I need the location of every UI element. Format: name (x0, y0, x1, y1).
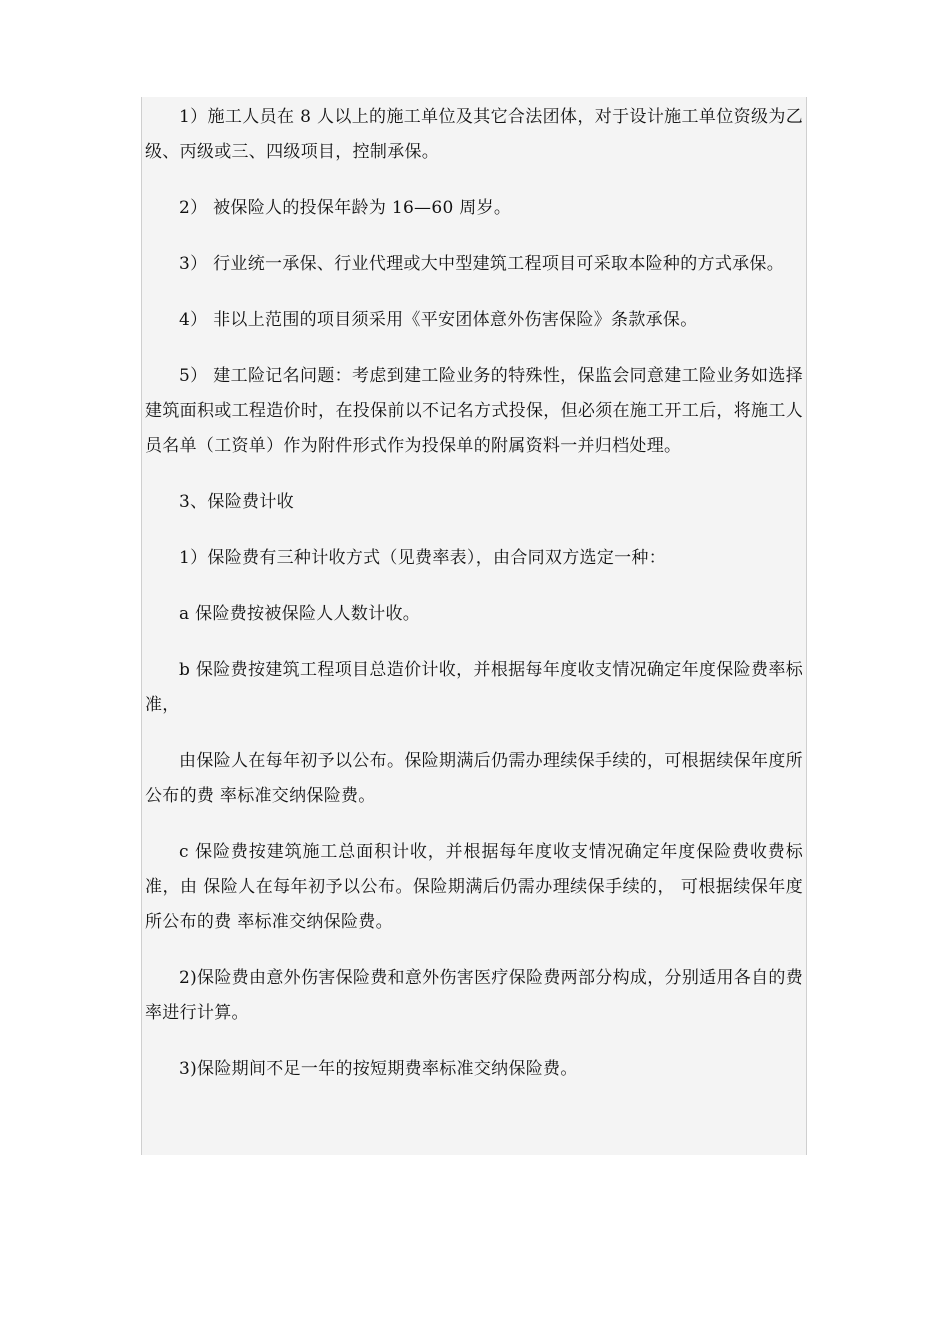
paragraph-method-b-cont: 由保险人在每年初予以公布。保险期满后仍需办理续保手续的，可根据续保年度所公布的费 率标准交纳保险费。 (145, 751, 803, 806)
document-content (141, 97, 807, 1155)
paragraph-premium-composition: 2)保险费由意外伤害保险费和意外伤害医疗保险费两部分构成，分别适用各自的费率进行计算。 (145, 968, 803, 1023)
paragraph-industry: 3） 行业统一承保、行业代理或大中型建筑工程项目可采取本险种的方式承保。 (179, 254, 785, 274)
paragraph-premium-methods: 1）保险费有三种计收方式（见费率表），由合同双方选定一种： (179, 548, 667, 568)
paragraph-other-projects: 4） 非以上范围的项目须采用《平安团体意外伤害保险》条款承保。 (179, 310, 698, 330)
paragraph-registration: 5） 建工险记名问题：考虑到建工险业务的特殊性，保监会同意建工险业务如选择建筑面积或工程造价时，在投保前以不记名方式投保，但必须在施工开工后，将施工人员名单（工资单）作为附件形式作为投保单的附属资料一并归档处理。 (145, 366, 803, 456)
paragraph-short-term: 3)保险期间不足一年的按短期费率标准交纳保险费。 (179, 1059, 578, 1079)
section-heading-premium: 3、保险费计收 (179, 492, 294, 512)
paragraph-method-c: c 保险费按建筑施工总面积计收，并根据每年度收支情况确定年度保险费收费标准，由 保险人在每年初予以公布。保险期满后仍需办理续保手续的， 可根据续保年度所公布的费 率标准交纳保险费。 (145, 842, 803, 932)
paragraph-method-b: b 保险费按建筑工程项目总造价计收，并根据每年度收支情况确定年度保险费率标准， (145, 660, 803, 715)
paragraph-age: 2） 被保险人的投保年龄为 16—60 周岁。 (179, 198, 512, 218)
paragraph-eligibility: 1）施工人员在 8 人以上的施工单位及其它合法团体，对于设计施工单位资级为乙级、丙级或三、四级项目，控制承保。 (145, 107, 803, 162)
paragraph-method-a: a 保险费按被保险人人数计收。 (179, 604, 421, 624)
